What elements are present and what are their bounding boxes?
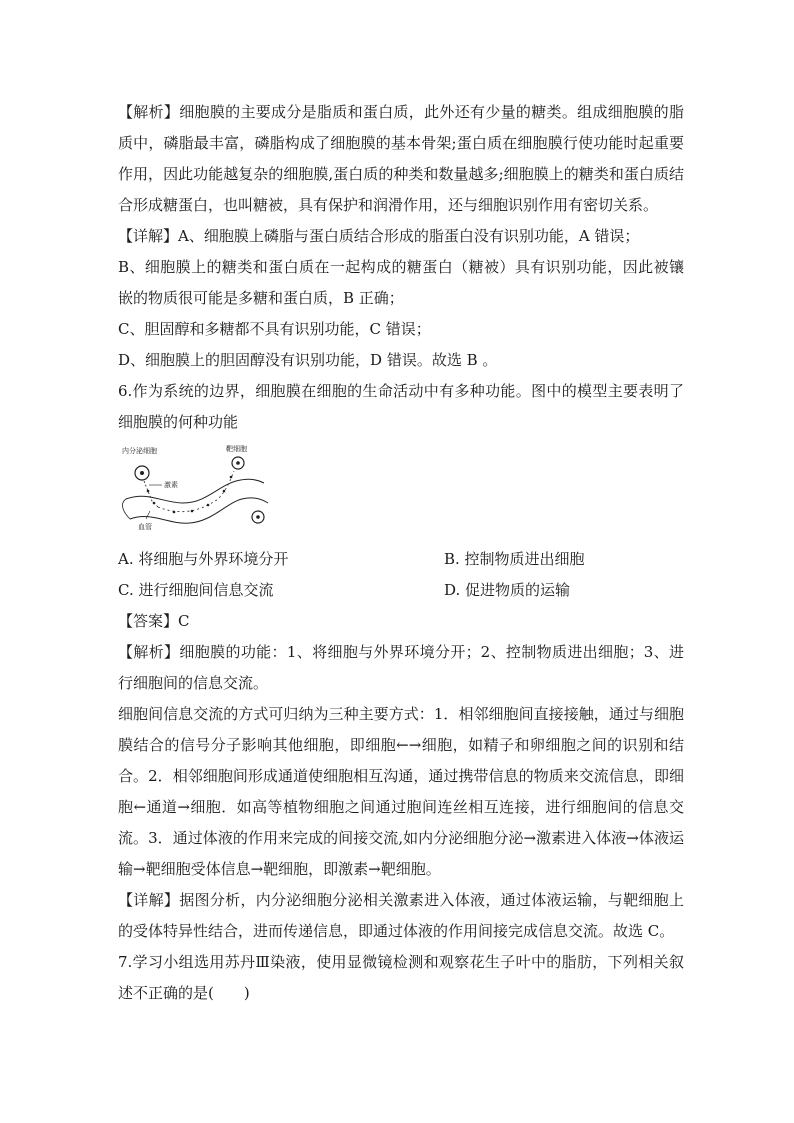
hormone-molecule	[173, 511, 176, 514]
hormone-molecule	[207, 504, 210, 507]
q7-stem: 7.学习小组选用苏丹Ⅲ染液，使用显微镜检测和观察花生子叶中的脂肪，下列相关叙述不正确的是( )	[118, 953, 684, 1002]
q6-analysis-methods: 细胞间信息交流的方式可归纳为三种主要方式：1．相邻细胞间直接接触，通过与细胞膜结合的信号分子影响其他细胞，即细胞←→细胞，如精子和卵细胞之间的识别和结合。2．相邻细胞间形成通道使细胞相互沟通，通过携带信息的物质来交流信息，即细胞←通道→细胞．如高等植物细胞之间通过胞间连丝相互连接，进行细胞间的信息交流。3．通过体液的作用来完成的间接交流,如内分泌细胞分泌→激素进入体液→体液运输→靶细胞受体信息→靶细胞，即激素→靶细胞。	[118, 705, 684, 878]
hormone-molecule	[230, 476, 233, 479]
q6-detail: 【详解】据图分析，内分泌细胞分泌相关激素进入体液，通过体液运输，与靶细胞上的受体特异性结合，进而传递信息，即通过体液的作用间接完成信息交流。故选 C。	[118, 891, 684, 940]
endocrine-nucleus	[140, 471, 144, 475]
q6-option-c: C. 进行细胞间信息交流	[118, 581, 274, 599]
vessel-lower-wall	[130, 498, 268, 523]
vessel-upper-wall	[126, 479, 264, 503]
label-hormone: 激素	[164, 481, 178, 489]
vessel-left-curve	[123, 499, 130, 519]
target-nucleus	[236, 461, 240, 465]
cell-signaling-figure	[118, 441, 276, 535]
hormone-molecule	[153, 502, 156, 505]
label-pointer-vessel	[146, 511, 150, 519]
label-vessel: 血管	[138, 523, 152, 531]
q5-detail-d: D、细胞膜上的胆固醇没有识别功能，D 错误。故选 B 。	[118, 351, 498, 369]
q6-analysis: 【解析】细胞膜的功能：1、将细胞与外界环境分开；2、控制物质进出细胞；3、进行细胞间的信息交流。	[118, 643, 684, 692]
q6-answer: 【答案】C	[118, 612, 190, 630]
q5-detail-c: C、胆固醇和多糖都不具有识别功能，C 错误；	[118, 320, 431, 338]
hormone-molecule	[147, 490, 150, 493]
q6-option-b: B. 控制物质进出细胞	[444, 550, 585, 568]
q5-detail-b: B、细胞膜上的糖类和蛋白质在一起构成的糖蛋白（糖被）具有识别功能，因此被镶嵌的物质很可能是多糖和蛋白质，B 正确；	[118, 258, 684, 307]
q5-detail-a: 【详解】A、细胞膜上磷脂与蛋白质结合形成的脂蛋白没有识别功能，A 错误；	[118, 227, 640, 245]
label-endocrine-cell: 内分泌细胞	[122, 447, 157, 455]
q6-option-a: A. 将细胞与外界环境分开	[118, 550, 289, 568]
other-nucleus	[256, 515, 260, 519]
cell-signaling-diagram	[118, 441, 276, 535]
q6-stem: 6.作为系统的边界，细胞膜在细胞的生命活动中有多种功能。图中的模型主要表明了细胞膜的何种功能	[118, 382, 684, 431]
q6-option-d: D. 促进物质的运输	[444, 581, 571, 599]
label-target-cell: 靶细胞	[226, 445, 247, 453]
hormone-transport-path	[158, 471, 234, 512]
hormone-molecule	[223, 490, 226, 493]
hormone-molecule	[191, 510, 194, 513]
q5-analysis: 【解析】细胞膜的主要成分是脂质和蛋白质，此外还有少量的糖类。组成细胞膜的脂质中，磷脂最丰富，磷脂构成了细胞膜的基本骨架;蛋白质在细胞膜行使功能时起重要作用，因此功能越复杂的细胞膜,蛋白质的种类和数量越多;细胞膜上的糖类和蛋白质结合形成糖蛋白，也叫糖被，具有保护和润滑作用，还与细胞识别作用有密切关系。	[118, 103, 684, 214]
